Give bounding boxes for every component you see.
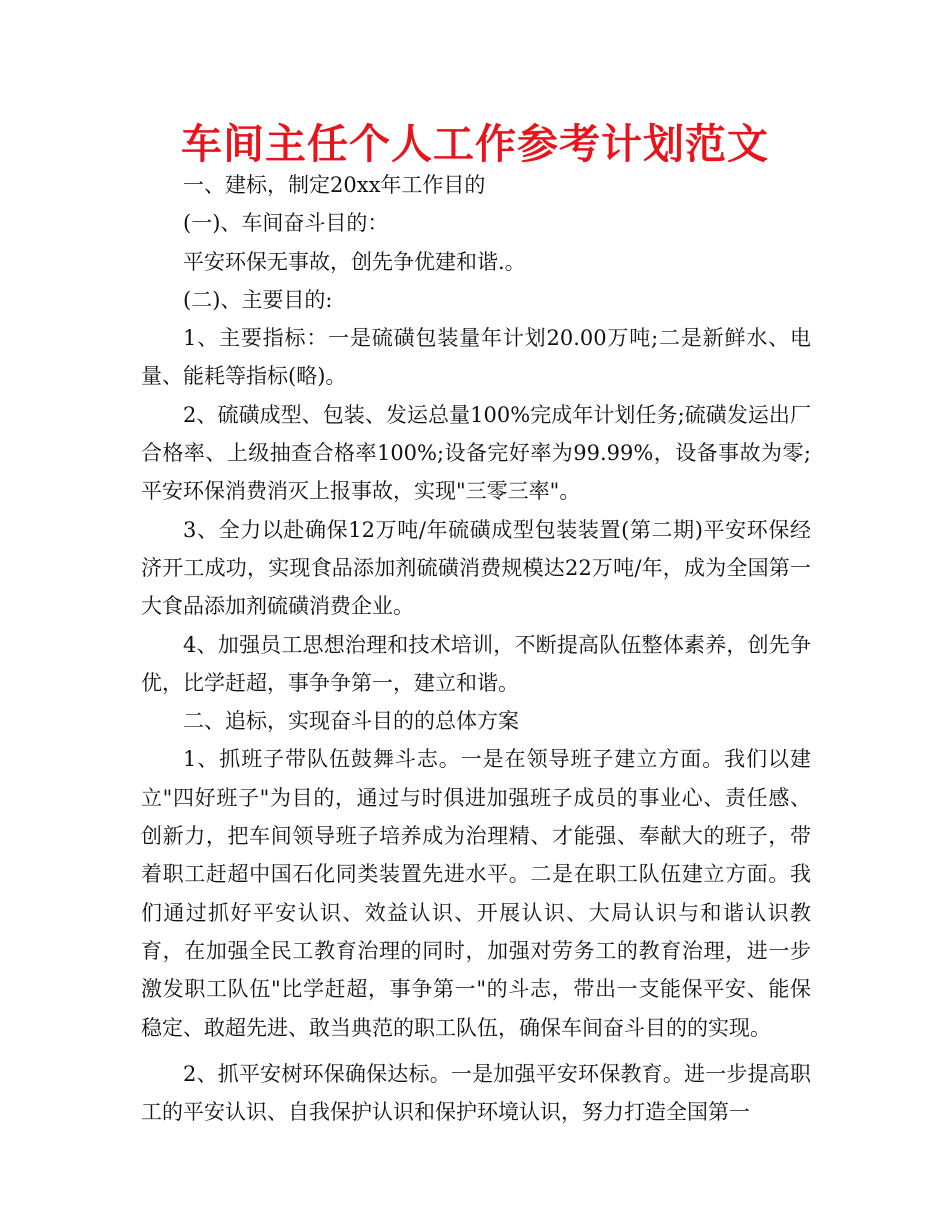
paragraph-goal: 平安环保无事故，创先争优建和谐.。	[183, 249, 526, 274]
subheading-main-goals: (二)、主要目的:	[183, 287, 333, 312]
document-title: 车间主任个人工作参考计划范文	[181, 120, 769, 168]
paragraph-plan-2: 2、抓平安树环保确保达标。一是加强平安环保教育。进一步提高职工的平安认识、自我保护认识和保护环境认识，努力打造全国第一	[141, 1061, 811, 1125]
document-body	[141, 166, 811, 1131]
heading-2: 二、追标，实现奋斗目的的总体方案	[183, 709, 519, 734]
paragraph-item-4: 4、加强员工思想治理和技术培训，不断提高队伍整体素养，创先争优，比学赶超，事争争第一，建立和谐。	[141, 632, 811, 695]
paragraph-item-2: 2、硫磺成型、包装、发运总量100%完成年计划任务;硫磺发运出厂合格率、上级抽查合格率100%;设备完好率为99.99%，设备事故为零;平安环保消费消灭上报事故，实现"三零三率"。	[141, 402, 811, 504]
subheading-goal: (一)、车间奋斗目的：	[183, 211, 389, 236]
paragraph-plan-1: 1、抓班子带队伍鼓舞斗志。一是在领导班子建立方面。我们以建立"四好班子"为目的，通过与时俱进加强班子成员的事业心、责任感、创新力，把车间领导班子培养成为治理精、才能强、奉献大的班子，带着职工赶超中国石化同类装置先进水平。二是在职工队伍建立方面。我们通过抓好平安认识、效益认识、开展认识、大局认识与和谐认识教育，在加强全民工教育治理的同时，加强对劳务工的教育治理，进一步激发职工队伍"比学赶超，事争第一"的斗志，带出一支能保平安、能保稳定、敢超先进、敢当典范的职工队伍，确保车间奋斗目的的实现。	[141, 747, 811, 1040]
heading-1: 一、建标，制定20xx年工作目的	[183, 173, 486, 197]
paragraph-item-3: 3、全力以赴确保12万吨/年硫磺成型包装装置(第二期)平安环保经济开工成功，实现食品添加剂硫磺消费规模达22万吨/年，成为全国第一大食品添加剂硫磺消费企业。	[141, 517, 811, 619]
paragraph-item-1: 1、主要指标：一是硫磺包装量年计划20.00万吨;二是新鲜水、电量、能耗等指标(略)。	[141, 326, 811, 389]
